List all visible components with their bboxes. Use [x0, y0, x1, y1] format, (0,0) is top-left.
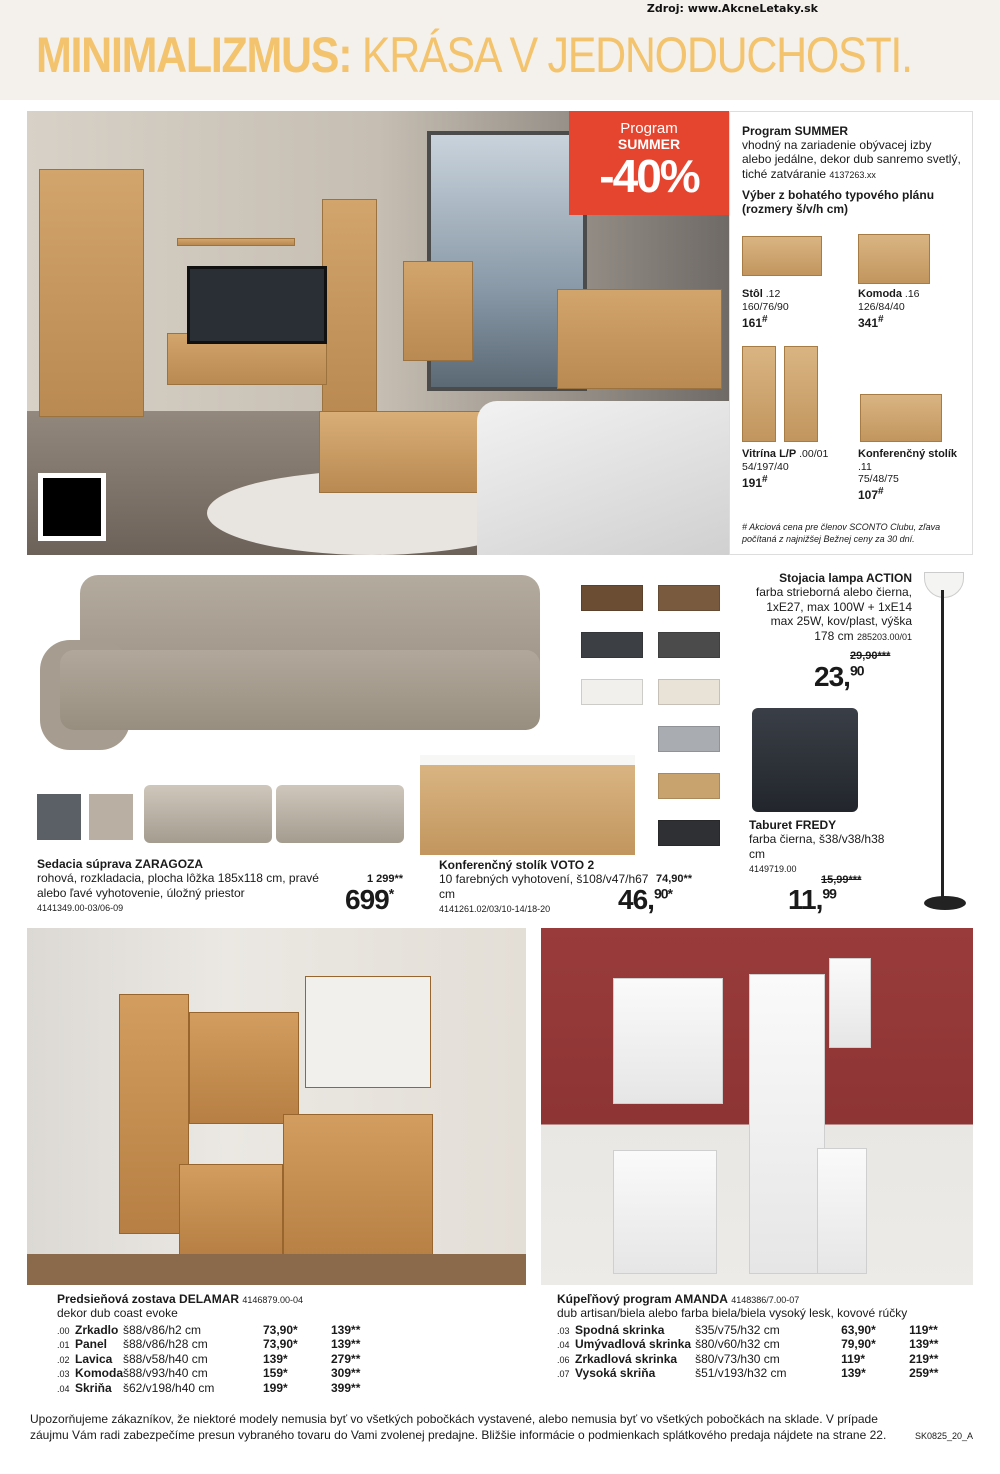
summer-plan-title: Výber z bohatého typového plánu (rozmery š/v/h cm): [742, 188, 935, 217]
price-cell-name: Vysoká skriňa: [575, 1366, 656, 1381]
qr-code[interactable]: [38, 473, 106, 541]
price-cell-p1: 199*: [263, 1380, 288, 1395]
price-row: [57, 1352, 371, 1366]
pouf-title: Taburet FREDY: [749, 818, 837, 832]
headline-rest: KRÁSA V JEDNODUCHOSTI.: [361, 27, 912, 83]
price-cell-dims: š35/v75/h32 cm: [695, 1323, 780, 1337]
lamp-title: Stojacia lampa ACTION: [779, 571, 912, 585]
price-cell-dims: š62/v198/h40 cm: [123, 1380, 215, 1395]
price-cell-p1: 159*: [263, 1366, 288, 1381]
price-cell-p1: 63,90*: [841, 1323, 876, 1337]
headline-bold: MINIMALIZMUS:: [36, 27, 352, 83]
price-cell-c: .04: [57, 1383, 70, 1394]
table-color-variant[interactable]: [658, 679, 720, 705]
summer-panel: [729, 111, 973, 555]
sofa-price: 699*: [345, 884, 394, 915]
table-color-variant[interactable]: [581, 632, 643, 658]
price-cell-p2: 139**: [331, 1337, 361, 1352]
price-cell-c: .04: [557, 1340, 570, 1351]
sofa-image: [40, 570, 550, 770]
price-cell-p1: 139*: [263, 1351, 288, 1366]
price-cell-name: Zrkadlová skrinka: [575, 1351, 678, 1366]
lamp-image: [924, 572, 964, 598]
voto-title: Konferenčný stolík VOTO 2: [439, 858, 595, 872]
price-row: [557, 1337, 949, 1351]
price-cell-c: .00: [57, 1326, 70, 1336]
price-cell-p1: 73,90*: [263, 1337, 298, 1352]
price-cell-dims: š51/v193/h32 cm: [695, 1366, 787, 1381]
voto-price: 46,$^{90*}$: [618, 884, 672, 915]
hallway-photo: [27, 928, 526, 1285]
price-cell-dims: š88/v86/h28 cm: [123, 1337, 208, 1352]
table-color-variant[interactable]: [581, 679, 643, 705]
club-note: # Akciová cena pre členov SCONTO Clubu, zľava počítaná z najnižšej Bežnej ceny za 30 dní.: [742, 522, 941, 544]
price-row: [557, 1366, 949, 1380]
table-color-variant[interactable]: [658, 820, 720, 846]
summer-item: Komoda .16 126/84/40 341#: [858, 288, 920, 330]
footer-disclaimer: Upozorňujeme zákazníkov, že niektoré modely nemusia byť vo všetkých pobočkách vystavené, alebo nemusia byť vo všetkých pobočkách na sklade. V prípade záujmu Vám radi zabezpečíme presun vybraného tovaru do Vami zvolenej predajne. Bližšie informácie o podmienkach splátkového predaja nájdete na strane 22.: [30, 1412, 887, 1442]
price-row: [57, 1381, 371, 1395]
pouf-image: [752, 708, 858, 812]
price-cell-p1: 119*: [841, 1351, 866, 1366]
price-cell-p2: 399**: [331, 1380, 361, 1395]
price-cell-name: Skriňa: [75, 1380, 112, 1395]
lamp-price: 23,90: [814, 661, 864, 692]
pouf-old-price: 15,99***: [821, 874, 862, 886]
price-cell-name: Panel: [75, 1337, 108, 1352]
price-cell-c: .02: [57, 1354, 70, 1365]
price-row: [57, 1337, 371, 1351]
lamp-old-price: 29,90***: [850, 650, 891, 662]
source-label[interactable]: Zdroj: www.AkcneLetaky.sk: [646, 2, 818, 15]
table-color-variant[interactable]: [658, 726, 720, 752]
price-cell-name: Spodná skrinka: [575, 1323, 665, 1337]
summer-item: Stôl .12 160/76/90 161#: [742, 288, 789, 330]
price-cell-p2: 279**: [331, 1351, 361, 1366]
price-row: [57, 1366, 371, 1380]
price-cell-c: .06: [557, 1354, 570, 1365]
page-id: SK0825_20_A: [915, 1431, 974, 1441]
voto-old-price: 74,90**: [656, 873, 693, 885]
price-row: [557, 1323, 949, 1337]
sofa-old-price: 1 299**: [367, 873, 404, 885]
price-cell-c: .03: [57, 1369, 70, 1380]
pouf-info: Taburet FREDY farba čierna, š38/v38/h38 cm 4149719.00: [749, 818, 885, 875]
price-cell-dims: š88/v58/h40 cm: [123, 1351, 208, 1366]
page-headline: [36, 27, 912, 83]
promo-discount: -40%: [599, 149, 699, 202]
price-cell-name: Komoda: [75, 1366, 123, 1381]
price-cell-p2: 219**: [909, 1351, 939, 1366]
cabinet-image: [742, 346, 776, 442]
voto-info: Konferenčný stolík VOTO 2 10 farebných vyhotovení, š108/v47/h67 cm 4141261.02/03/10-14/18-20: [439, 858, 649, 915]
amanda-price-table: [557, 1323, 949, 1381]
promo-badge: Program SUMMER -40%: [569, 111, 729, 215]
price-cell-p2: 309**: [331, 1366, 361, 1381]
price-cell-name: Zrkadlo: [75, 1323, 119, 1337]
pouf-price: 11,99: [788, 884, 836, 915]
amanda-info: Kúpeľňový program AMANDA 4148386/7.00-07 dub artisan/biela alebo farba biela/biela vysoký lesk, kovové rúčky: [557, 1292, 908, 1321]
sofa-info: Sedacia súprava ZARAGOZA rohová, rozkladacia, plocha lôžka 185x118 cm, pravé alebo ľavé vyhotovenie, úložný priestor 4141349.00-03/06-09: [37, 857, 319, 914]
sofa-variant-thumb: [276, 785, 404, 843]
table-image: [742, 236, 822, 276]
price-cell-name: Lavica: [75, 1351, 113, 1366]
coffee-table-image: [860, 394, 942, 442]
price-cell-dims: š80/v73/h30 cm: [695, 1351, 780, 1366]
price-cell-c: .03: [557, 1326, 570, 1336]
price-cell-p1: 79,90*: [841, 1337, 876, 1352]
delamar-info: Predsieňová zostava DELAMAR 4146879.00-04 dekor dub coast evoke: [57, 1292, 303, 1321]
price-row: [557, 1352, 949, 1366]
table-color-variant[interactable]: [658, 773, 720, 799]
price-cell-dims: š80/v60/h32 cm: [695, 1337, 780, 1352]
price-cell-p2: 139**: [909, 1337, 939, 1352]
summer-item: Konferenčný stolík .11 75/48/75 107#: [858, 448, 958, 502]
price-cell-dims: š88/v93/h40 cm: [123, 1366, 208, 1381]
price-cell-dims: š88/v86/h2 cm: [123, 1323, 202, 1337]
table-color-variant[interactable]: [658, 585, 720, 611]
sofa-variant-thumb: [144, 785, 272, 843]
price-cell-c: .01: [57, 1340, 70, 1351]
table-color-variant[interactable]: [658, 632, 720, 658]
bathroom-photo: [541, 928, 973, 1285]
price-cell-p2: 119**: [909, 1323, 938, 1337]
amanda-title: Kúpeľňový program AMANDA: [557, 1292, 728, 1306]
summer-desc: vhodný na zariadenie obývacej izby alebo jedálne, dekor dub sanremo svetlý, tiché zatváranie 4137263.xx: [742, 138, 961, 181]
summer-item: Vitrína L/P .00/01 54/197/40 191#: [742, 448, 829, 490]
table-color-variant[interactable]: [581, 585, 643, 611]
price-row: [57, 1323, 371, 1337]
coffee-table-image: [420, 755, 635, 855]
price-cell-name: Umývadlová skrinka: [575, 1337, 692, 1352]
color-swatch[interactable]: [89, 794, 133, 840]
summer-title: Program SUMMER: [742, 124, 849, 138]
price-cell-c: .07: [557, 1369, 570, 1380]
price-cell-p1: 73,90*: [263, 1323, 298, 1337]
sofa-title: Sedacia súprava ZARAGOZA: [37, 857, 204, 871]
delamar-price-table: [57, 1323, 371, 1395]
delamar-title: Predsieňová zostava DELAMAR: [57, 1292, 240, 1306]
price-cell-p1: 139*: [841, 1366, 866, 1381]
price-cell-p2: 259**: [909, 1366, 939, 1381]
lamp-info: Stojacia lampa ACTION farba strieborná alebo čierna, 1xE27, max 100W + 1xE14 max 25W, kov/plast, výška 178 cm 285203.00/01: [755, 571, 912, 643]
dresser-image: [858, 234, 930, 284]
color-swatch[interactable]: [37, 794, 81, 840]
price-cell-p2: 139**: [331, 1323, 361, 1337]
